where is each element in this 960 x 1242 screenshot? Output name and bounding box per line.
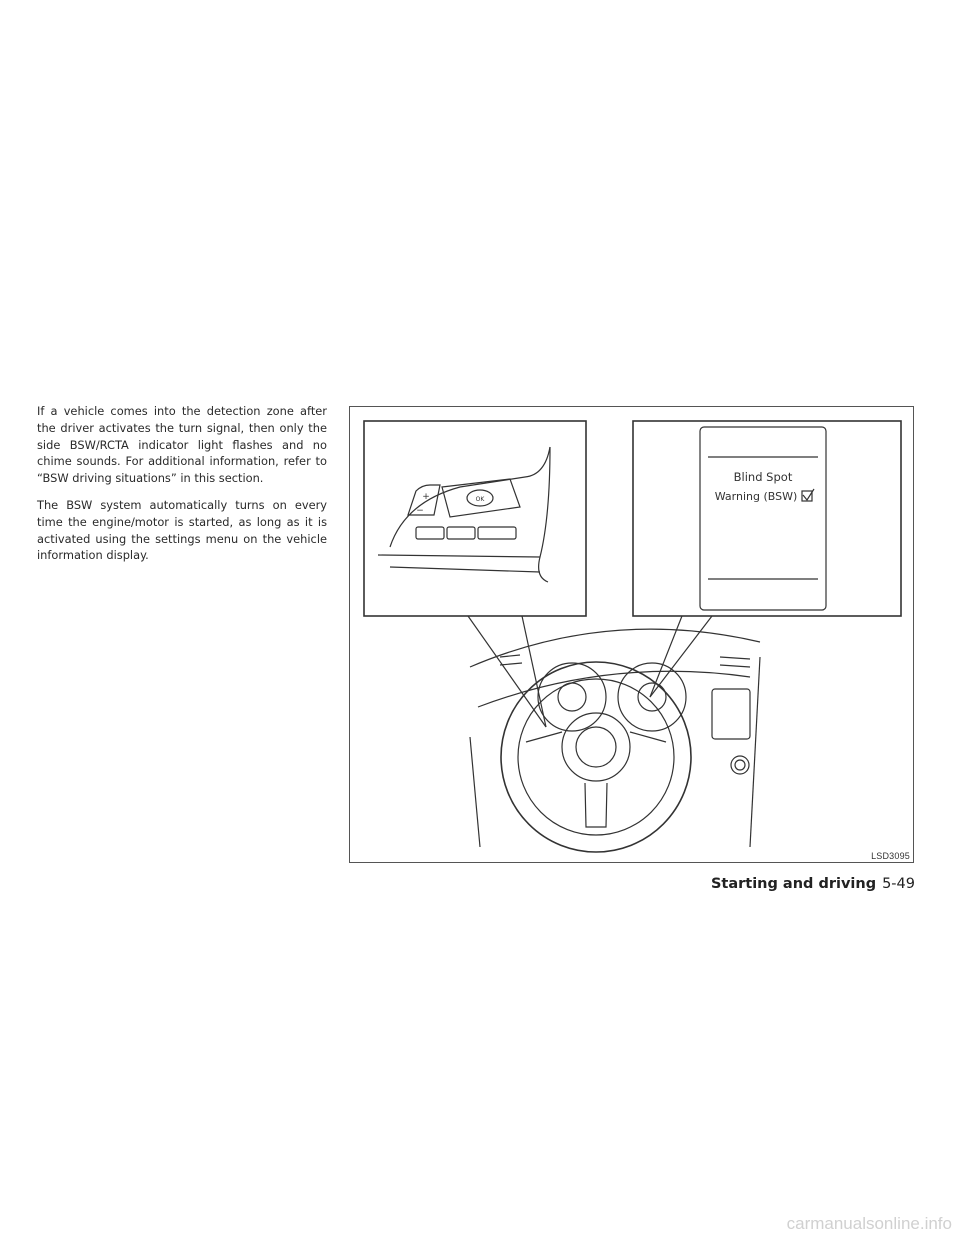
figure-illustration: [350, 407, 915, 864]
page-number: 5-49: [882, 876, 915, 892]
display-line-2: Warning (BSW): [714, 490, 798, 503]
paragraph-2: The BSW system automatically turns on every time the engine/motor is started, as long as it is activated using the settings menu on the vehicle information display.: [37, 497, 327, 563]
ok-button-label: OK: [475, 496, 485, 503]
body-text: [37, 403, 327, 574]
figure-code: LSD3095: [871, 851, 910, 861]
footer-section-title: Starting and driving: [710, 876, 877, 892]
watermark: carmanualsonline.info: [786, 1214, 952, 1233]
volume-minus-label: −: [416, 506, 424, 516]
steering-wheel-figure: [349, 406, 914, 863]
volume-plus-label: +: [422, 492, 430, 502]
display-line-1: Blind Spot: [733, 470, 793, 484]
paragraph-1: If a vehicle comes into the detection zone after the driver activates the turn signal, then only the side BSW/RCTA indicator light flashes and no chime sounds. For additional information, refer to “BSW driving situations” in this section.: [37, 404, 327, 486]
page-footer: [711, 876, 915, 892]
